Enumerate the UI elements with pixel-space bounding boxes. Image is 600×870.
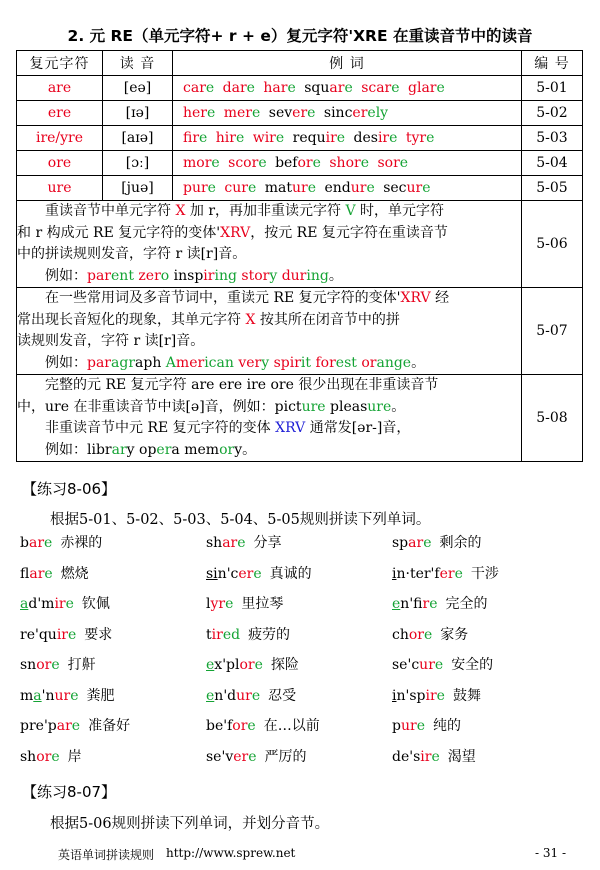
word-spelling: en'fire: [392, 596, 438, 612]
example-word: wire: [252, 130, 285, 146]
pronunciation-cell: [juə]: [103, 176, 173, 201]
exercise-heading: 【练习8-06】: [22, 480, 117, 498]
spelling-cell: ere: [17, 101, 103, 126]
rule-description: [17, 201, 522, 288]
example-word: mature: [264, 180, 316, 196]
footer-book-title: 英语单词拼读规则: [58, 848, 155, 862]
description-line: 例如：library opera memory。: [45, 441, 257, 458]
description-line: 常出现长音短化的现象，其单元字符 X 按其所在闭音节中的拼: [17, 311, 400, 328]
description-line: 完整的元 RE 复元字符 are ere ire ore 很少出现在非重读音节: [45, 377, 439, 393]
word-spelling: ad'mire: [20, 596, 74, 612]
header-pronunciation: 读 音: [103, 51, 173, 76]
word-meaning: 干涉: [470, 565, 499, 582]
example-word: care: [183, 80, 215, 96]
word-meaning: 分享: [253, 535, 282, 551]
table-row: [17, 76, 583, 101]
rule-description: [17, 288, 522, 375]
word-spelling: en'dure: [206, 687, 261, 704]
word-meaning: 家务: [440, 626, 469, 643]
exercise-word: [392, 715, 461, 735]
header-code: 编 号: [522, 51, 583, 76]
word-spelling: pure: [392, 718, 425, 734]
word-spelling: in·ter'fere: [392, 565, 463, 582]
word-spelling: ma'nure: [20, 687, 79, 704]
example-word: scare: [361, 80, 400, 96]
table-row: [17, 151, 583, 176]
description-line: 例如：paragraph American very spirit forest orange。: [45, 354, 426, 371]
exercise-word: [20, 746, 82, 766]
word-meaning: 粪肥: [86, 687, 115, 704]
example-word: endure: [324, 180, 375, 196]
note-row: [17, 201, 583, 288]
word-meaning: 要求: [84, 626, 113, 643]
note-row: [17, 375, 583, 462]
example-word: require: [292, 130, 346, 146]
exercise-word: [392, 532, 482, 552]
example-word: cure: [224, 180, 257, 196]
example-word: dare: [222, 80, 255, 96]
spelling-cell: are: [17, 76, 103, 101]
word-spelling: in'spire: [392, 687, 445, 704]
word-meaning: 安全的: [451, 657, 494, 673]
word-spelling: de'sire: [392, 748, 440, 765]
example-word: mere: [223, 105, 261, 121]
rule-description: [17, 375, 522, 462]
exercise-word: [392, 624, 468, 644]
description-line: 和 r 构成元 RE 复元字符的变体'XRV，按元 RE 复元字符在重读音节: [17, 224, 448, 241]
rule-code-cell: 5-02: [522, 101, 583, 126]
example-word: score: [228, 155, 267, 171]
word-spelling: se'cure: [392, 657, 444, 673]
section-title: 2. 元 RE（单元字符+ r + e）复元字符'XRE 在重读音节中的读音: [67, 27, 533, 45]
word-meaning: 打鼾: [67, 657, 96, 673]
spelling-cell: ire/yre: [17, 126, 103, 151]
word-meaning: 鼓舞: [452, 687, 481, 704]
word-spelling: ex'plore: [206, 657, 263, 673]
example-word: shore: [329, 155, 369, 171]
word-meaning: 里拉琴: [241, 596, 284, 612]
word-spelling: pre'pare: [20, 718, 81, 734]
description-line: 中的拼读规则发音，字符 r 读[r]音。: [17, 246, 247, 262]
examples-cell: [173, 101, 522, 126]
exercise-word: [206, 715, 320, 735]
word-spelling: snore: [20, 657, 60, 673]
table-row: [17, 101, 583, 126]
example-word: here: [183, 105, 216, 121]
example-word: pure: [183, 180, 216, 196]
example-word: glare: [408, 80, 445, 96]
word-spelling: sin'cere: [206, 565, 262, 582]
exercise-word: [392, 563, 499, 583]
exercise-word: [20, 715, 130, 735]
exercise-word: [392, 746, 476, 766]
table-row: [17, 176, 583, 201]
examples-cell: [173, 126, 522, 151]
word-spelling: se'vere: [206, 748, 257, 765]
exercise-instruction-2: 根据5-06规则拼读下列单词，并划分音节。: [50, 816, 330, 832]
exercise-word: [206, 593, 283, 613]
example-word: hare: [263, 80, 296, 96]
rule-code-cell: 5-07: [522, 288, 583, 375]
word-meaning: 疲劳的: [248, 626, 291, 643]
exercise-word: [206, 532, 282, 552]
word-spelling: spare: [392, 535, 432, 551]
word-spelling: flare: [20, 565, 53, 582]
example-word: secure: [383, 180, 431, 196]
word-spelling: share: [206, 535, 246, 551]
exercise-word: [206, 624, 290, 644]
description-line: 在一些常用词及多音节词中，重读元 RE 复元字符的变体'XRV 经: [45, 290, 450, 306]
description-line: 读规则发音，字符 r 读[r]音。: [17, 333, 205, 349]
example-word: fire: [183, 130, 208, 146]
word-meaning: 岸: [67, 748, 82, 765]
exercise-heading-2: 【练习8-07】: [22, 783, 117, 801]
header-spelling: 复元字符: [17, 51, 103, 76]
word-meaning: 燃烧: [60, 565, 89, 582]
example-word: more: [183, 155, 220, 171]
examples-cell: [173, 151, 522, 176]
exercise-word: [392, 654, 493, 674]
exercise-word: [206, 654, 299, 674]
spelling-cell: ore: [17, 151, 103, 176]
word-meaning: 完全的: [445, 596, 488, 612]
header-examples: 例 词: [173, 51, 522, 76]
word-spelling: chore: [392, 626, 433, 643]
example-word: sore: [377, 155, 409, 171]
word-spelling: be'fore: [206, 718, 256, 734]
description-line: 中，ure 在非重读音节中读[ə]音，例如：picture pleasure。: [17, 398, 406, 415]
example-word: desire: [353, 130, 398, 146]
exercise-word: [20, 532, 102, 552]
word-meaning: 钦佩: [81, 596, 110, 612]
table-header-row: [17, 51, 583, 76]
exercise-word: [206, 746, 307, 766]
exercise-word: [20, 593, 110, 613]
exercise-instruction: 根据5-01、5-02、5-03、5-04、5-05规则拼读下列单词。: [50, 512, 431, 528]
word-spelling: shore: [20, 748, 60, 765]
rule-code-cell: 5-01: [522, 76, 583, 101]
rule-code-cell: 5-08: [522, 375, 583, 462]
exercise-word: [20, 654, 96, 674]
description-line: 例如：parent zero inspiring story during。: [45, 267, 343, 284]
pronunciation-cell: [eə]: [103, 76, 173, 101]
word-meaning: 渴望: [447, 748, 476, 765]
example-word: before: [275, 155, 321, 171]
example-word: sincerely: [323, 105, 389, 121]
exercise-word: [206, 563, 312, 583]
word-spelling: lyre: [206, 596, 234, 612]
exercise-word: [20, 685, 115, 705]
exercise-word: [392, 685, 481, 705]
example-word: square: [304, 80, 353, 96]
word-meaning: 探险: [270, 657, 299, 673]
rule-code-cell: 5-05: [522, 176, 583, 201]
word-meaning: 准备好: [88, 718, 131, 734]
pronunciation-cell: [ɪə]: [103, 101, 173, 126]
word-meaning: 纯的: [432, 718, 461, 734]
exercise-word: [20, 563, 89, 583]
example-word: tyre: [405, 130, 435, 146]
page-number: - 31 -: [535, 846, 567, 860]
word-meaning: 赤裸的: [60, 535, 103, 551]
rule-code-cell: 5-06: [522, 201, 583, 288]
word-meaning: 剩余的: [439, 535, 482, 551]
description-line: 重读音节中单元字符 X 加 r，再加非重读元字符 V 时，单元字符: [45, 203, 445, 219]
word-spelling: re'quire: [20, 626, 77, 643]
word-meaning: 在…以前: [263, 718, 320, 734]
word-spelling: bare: [20, 535, 53, 551]
word-meaning: 真诚的: [269, 565, 312, 582]
word-meaning: 忍受: [268, 687, 297, 704]
exercise-word: [392, 593, 488, 613]
exercise-word: [206, 685, 296, 705]
rules-table: [16, 50, 583, 462]
exercise-word: [20, 624, 112, 644]
note-row: [17, 288, 583, 375]
rule-code-cell: 5-04: [522, 151, 583, 176]
pronunciation-cell: [ɔː]: [103, 151, 173, 176]
examples-cell: [173, 76, 522, 101]
example-word: hire: [215, 130, 245, 146]
pronunciation-cell: [aɪə]: [103, 126, 173, 151]
spelling-cell: ure: [17, 176, 103, 201]
table-row: [17, 126, 583, 151]
examples-cell: [173, 176, 522, 201]
description-line: 非重读音节中元 RE 复元字符的变体 XRV 通常发[ər-]音，: [45, 420, 411, 436]
footer-url[interactable]: http://www.sprew.net: [166, 846, 296, 860]
word-spelling: tired: [206, 626, 241, 643]
rule-code-cell: 5-03: [522, 126, 583, 151]
word-meaning: 严厉的: [264, 748, 307, 765]
example-word: severe: [268, 105, 316, 121]
